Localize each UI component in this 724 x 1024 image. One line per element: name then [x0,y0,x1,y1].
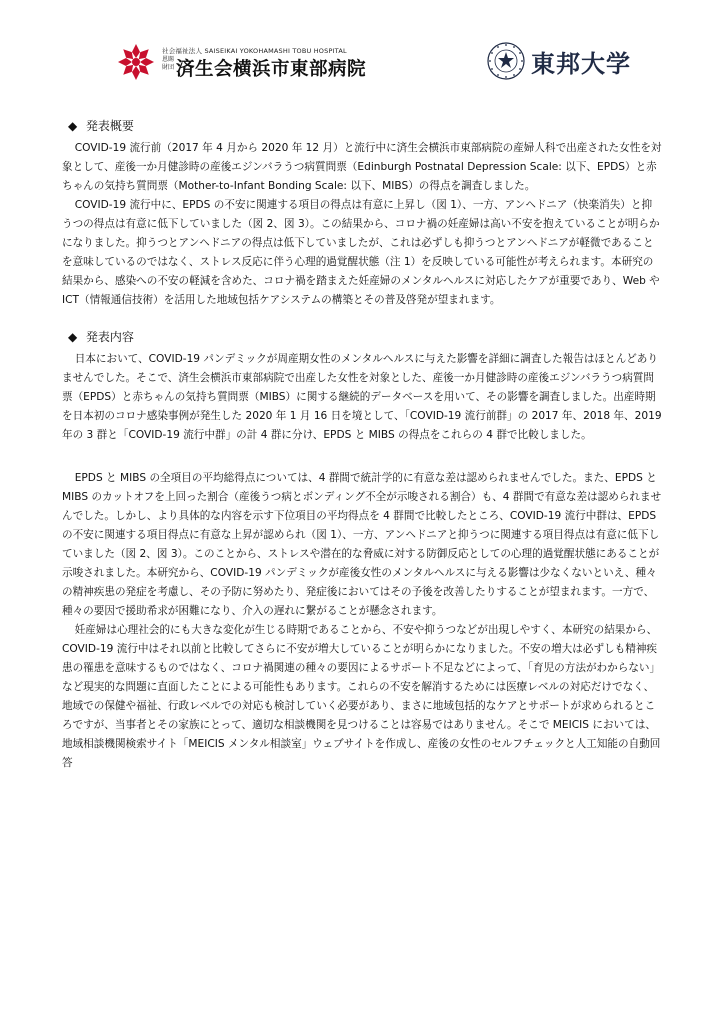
section-overview [62,117,662,310]
toho-university-logo [485,40,685,86]
paragraph: 妊産婦は心理社会的にも大きな変化が生じる時期であることから、不安や抑うつなどが出現しやすく、本研究の結果から、COVID-19 流行中はそれ以前と比較してさらに不安が増大していることが明らかになりました。不安の増大は必ずしも精神疾患の罹患を意味するものではなく、コロナ禍関連の種々の要因によるサポート不足などによって、「育児の方法がわからない」など現実的な問題に直面したことによる可能性もあります。これらの不安を解消するためには医療レベルの対応だけでなく、地域での保健や福祉、行政レベルでの対応も検討していく必要があり、まさに地域包括的なケアとサポートが求められるところですが、当事者とその家族にとって、適切な相談機関を見つけることは容易ではありません。そこで MEICIS においては、地域相談機関検索サイト「MEICIS メンタル相談室」ウェブサイトを作成し、産後の女性のセルフチェックと人工知能の自動回答 [62,624,661,769]
toho-university-emblem-icon [485,40,527,82]
university-name: 東邦大学 [531,49,631,78]
paragraph: EPDS と MIBS の全項目の平均総得点については、4 群間で統計学的に有意な差は認められませんでした。また、EPDS と MIBS のカットオフを上回った割合（産後うつ病とボンディング不全が示唆される割合）も、4 群間で有意な差は認められませんでした。しかし、より具体的な内容を示す下位項目の平均得点を 4 群間で比較したところ、COVID-19 流行中群は、EPDS の不安に関連する項目得点に有意な上昇が認められ（図 1）、一方、アンヘドニアと抑うつに関連する項目得点は有意に低下していました（図 2、図 3）。このことから、ストレスや潜在的な脅威に対する防御反応としての心理的過覚醒状態にあることが示唆されました。本研究から、COVID-19 パンデミックが産後女性のメンタルヘルスに与える影響は少なくないといえ、種々の精神疾患の発症を考慮し、その予防に努めたり、発症後においてはその予後を改善したりすることが望まれます。一方で、種々の要因で援助希求が困難になり、介入の遅れに繋がることが懸念されます。 [62,472,662,617]
diamond-bullet-icon: ◆ [68,330,78,344]
section-heading [62,328,662,346]
org-type-label: 恩賜財団 [162,56,175,71]
document-body [62,117,662,773]
section-heading-text: 発表概要 [85,119,134,133]
paragraph: COVID-19 流行前（2017 年 4 月から 2020 年 12 月）と流行中に済生会横浜市東部病院の産婦人科で出産された女性を対象として、産後一か月健診時の産後エジンバラうつ病質問票（Edinburgh Postnatal Depression Scale: 以下、EPDS）と赤ちゃんの気持ち質問票（Mother-to-Infant Bonding Scale: 以下、MIBS）の得点を調査しました。 [62,142,662,192]
page-header [0,0,724,100]
org-english-name: 社会福祉法人 SAISEIKAI YOKOHAMASHI TOBU HOSPITAL [162,47,347,55]
section-heading-text: 発表内容 [85,330,134,344]
diamond-bullet-icon: ◆ [68,119,78,133]
saiseikai-emblem-icon [116,42,156,82]
hospital-name: 済生会横浜市東部病院 [176,59,367,80]
paragraph: 日本において、COVID-19 パンデミックが周産期女性のメンタルヘルスに与えた影響を詳細に調査した報告はほとんどありませんでした。そこで、済生会横浜市東部病院で出産した女性を対象とした、産後一か月健診時の産後エジンバラうつ病質問票（EPDS）と赤ちゃんの気持ち質問票（MIBS）に関する継続的データベースを用いて、その影響を調査しました。出産時期を日本初のコロナ感染事例が発生した 2020 年 1 月 16 日を境として、「COVID-19 流行前群」の 2017 年、2018 年、2019 年の 3 群と「COVID-19 流行中群」の計 4 群に分け、EPDS と MIBS の得点をこれらの 4 群で比較しました。 [62,353,662,441]
saiseikai-hospital-logo [116,40,416,88]
section-heading [62,117,662,135]
section-details [62,328,662,773]
paragraph: COVID-19 流行中に、EPDS の不安に関連する項目の得点は有意に上昇し（図 1）、一方、アンヘドニア（快楽消失）と抑うつの得点は有意に低下していました（図 2、図 3）。この結果から、コロナ禍の妊産婦は高い不安を抱えていることが明らかになりました。抑うつとアンヘドニアの得点は低下していましたが、これは必ずしも抑うつとアンヘドニアが軽微であることを意味しているのではなく、ストレス反応に伴う心理的過覚醒状態（注 1）を反映している可能性が考えられます。本研究の結果から、感染への不安の軽減を含めた、コロナ禍を踏まえた妊産婦のメンタルヘルスに対応したケアが重要であり、Web や ICT（情報通信技術）を活用した地域包括ケアシステムの構築とその普及啓発が望まれます。 [62,199,660,306]
